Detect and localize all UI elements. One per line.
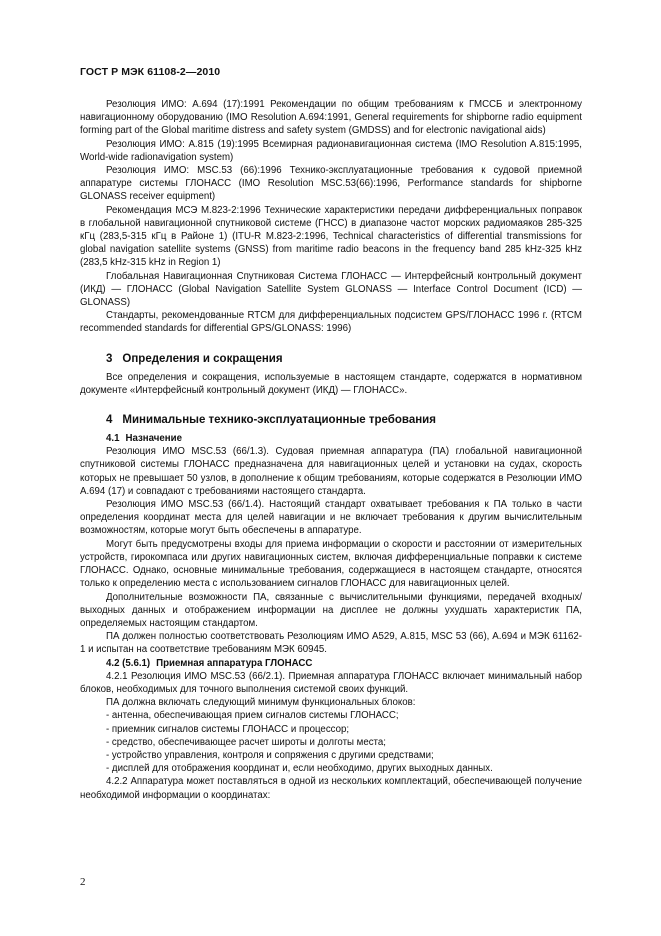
list-item: - антенна, обеспечивающая прием сигналов системы ГЛОНАСС; (106, 710, 399, 722)
paragraph-4-1-d: Дополнительные возможности ПА, связанные с вычислительными функциями, передачей входных/выходных данных и отображением информации на дисплее не должны ухудшать характеристик ПА, определяемых настоящим стандартом. (80, 591, 582, 629)
reference-glonass-icd: Глобальная Навигационная Спутниковая Система ГЛОНАСС — Интерфейсный контрольный документ (ИКД) — ГЛОНАСС (Global Navigation Satellite System GLONASS — Interface Control Document (ICD) — GLONASS) (80, 270, 582, 309)
section-3-text: Все определения и сокращения, используемые в настоящем стандарте, содержатся в нормативном документе «Интерфейсный контрольный документ (ИКД) — ГЛОНАСС». (80, 371, 582, 396)
reference-imo-a815: Резолюция ИМО: А.815 (19):1995 Всемирная радионавигационная система (IMO Resolution A.815:1995, World-wide radionavigation system) (80, 138, 582, 163)
list-item: - приемник сигналов системы ГЛОНАСС и процессор; (106, 723, 350, 735)
document-body (80, 98, 582, 802)
paragraph-4-1-e: ПА должен полностью соответствовать Резолюциям ИМО А529, А.815, MSC 53 (66), А.694 и МЭК 61162-1 и испытан на соответствие требованиям МЭК 60945. (80, 631, 582, 656)
section-3-number: 3 (106, 352, 113, 365)
subsection-4-1-title: Назначение (125, 433, 182, 445)
list-item: - дисплей для отображения координат и, если необходимо, других выходных данных. (106, 763, 493, 775)
paragraph-4-1-b: Резолюция ИМО MSC.53 (66/1.4). Настоящий стандарт охватывает требования к ПА только в части определения координат места для целей навигации и не включает требования к другим вычислительным возможностям, которые могут быть обеспечены в аппаратуре. (80, 499, 582, 537)
page-header: ГОСТ Р МЭК 61108-2—2010 (80, 66, 221, 78)
reference-imo-a694: Резолюция ИМО: А.694 (17):1991 Рекомендации по общим требованиям к ГМССБ и электронному навигационному оборудованию (IMO Resolution A.694:1991, General requirements for shipborne radio equipment forming part of the Global maritime distress and safety system (GMDSS) and for electronic navigational aids) (80, 99, 582, 137)
section-4-heading (80, 412, 582, 428)
list-item: - средство, обеспечивающее расчет широты и долготы места; (106, 736, 386, 748)
section-3-heading (80, 351, 582, 367)
subsection-4-2-heading (80, 657, 582, 670)
section-3-title: Определения и сокращения (122, 352, 283, 365)
page-number: 2 (80, 876, 86, 888)
paragraph-4-1-c: Могут быть предусмотрены входы для приема информации о скорости и расстоянии от измерительных устройств, гирокомпаса или других навигационных систем, включая дифференциальные поправки к системе ГЛОНАСС. Однако, основные минимальные требования, содержащиеся в настоящем стандарте, относятся только к определению места с использованием сигналов ГЛОНАСС для навигационных целей. (80, 538, 582, 590)
paragraph-4-2-2: 4.2.2 Аппаратура может поставляться в одной из нескольких комплектаций, обеспечивающей получение необходимой информации о координатах: (80, 776, 582, 801)
paragraph-4-2-1-intro: ПА должна включать следующий минимум функциональных блоков: (106, 697, 416, 709)
reference-imo-msc53: Резолюция ИМО: MSC.53 (66):1996 Технико-эксплуатационные требования к судовой приемной аппаратуре системы ГЛОНАСС (IMO Resolution MSC.53(66):1996, Performance standards for shipborne GLONASS receiver equipment) (80, 165, 582, 203)
section-4-number: 4 (106, 414, 113, 427)
list-item: - устройство управления, контроля и сопряжения с другими средствами; (106, 749, 434, 761)
paragraph-4-1-a: Резолюция ИМО MSC.53 (66/1.3). Судовая приемная аппаратура (ПА) глобальной навигационной спутниковой системы ГЛОНАСС предназначена для навигационных целей и установки на судах, скорость которых не превышает 50 узлов, в дополнение к общим требованиям, которые содержатся в Резолюции ИМО А.694 (17) и совпадают с требованиями настоящего стандарта. (80, 446, 582, 497)
subsection-4-2-title: Приемная аппаратура ГЛОНАСС (156, 657, 313, 669)
subsection-4-2-number: 4.2 (5.6.1) (106, 657, 151, 669)
subsection-4-1-number: 4.1 (106, 433, 120, 445)
reference-rtcm: Стандарты, рекомендованные RTCM для дифференциальных подсистем GPS/ГЛОНАСС 1996 г. (RTCM recommended standards for differential GPS/GLONASS: 1996) (80, 310, 582, 335)
reference-itu-m823: Рекомендация МСЭ М.823-2:1996 Технические характеристики передачи дифференциальных поправок в глобальной навигационной спутниковой системе (ГНСС) в диапазоне частот морских радиомаяков 285-325 кГц (283,5-315 кГц в Районе 1) (ITU-R M.823-2:1996, Technical characteristics of differential transmissions for global navigation satellite systems (GNSS) from maritime radio beacons in the frequency band 285 kHz-325 kHz (283,5 kHz-315 kHz in Region 1) (80, 204, 582, 269)
section-4-title: Минимальные технико-эксплуатационные требования (122, 414, 436, 427)
paragraph-4-2-1: 4.2.1 Резолюция ИМО MSC.53 (66/2.1). Приемная аппаратура ГЛОНАСС включает минимальный набор блоков, необходимых для точного выполнения системой своих функций. (80, 670, 582, 695)
subsection-4-1-heading (80, 432, 582, 445)
